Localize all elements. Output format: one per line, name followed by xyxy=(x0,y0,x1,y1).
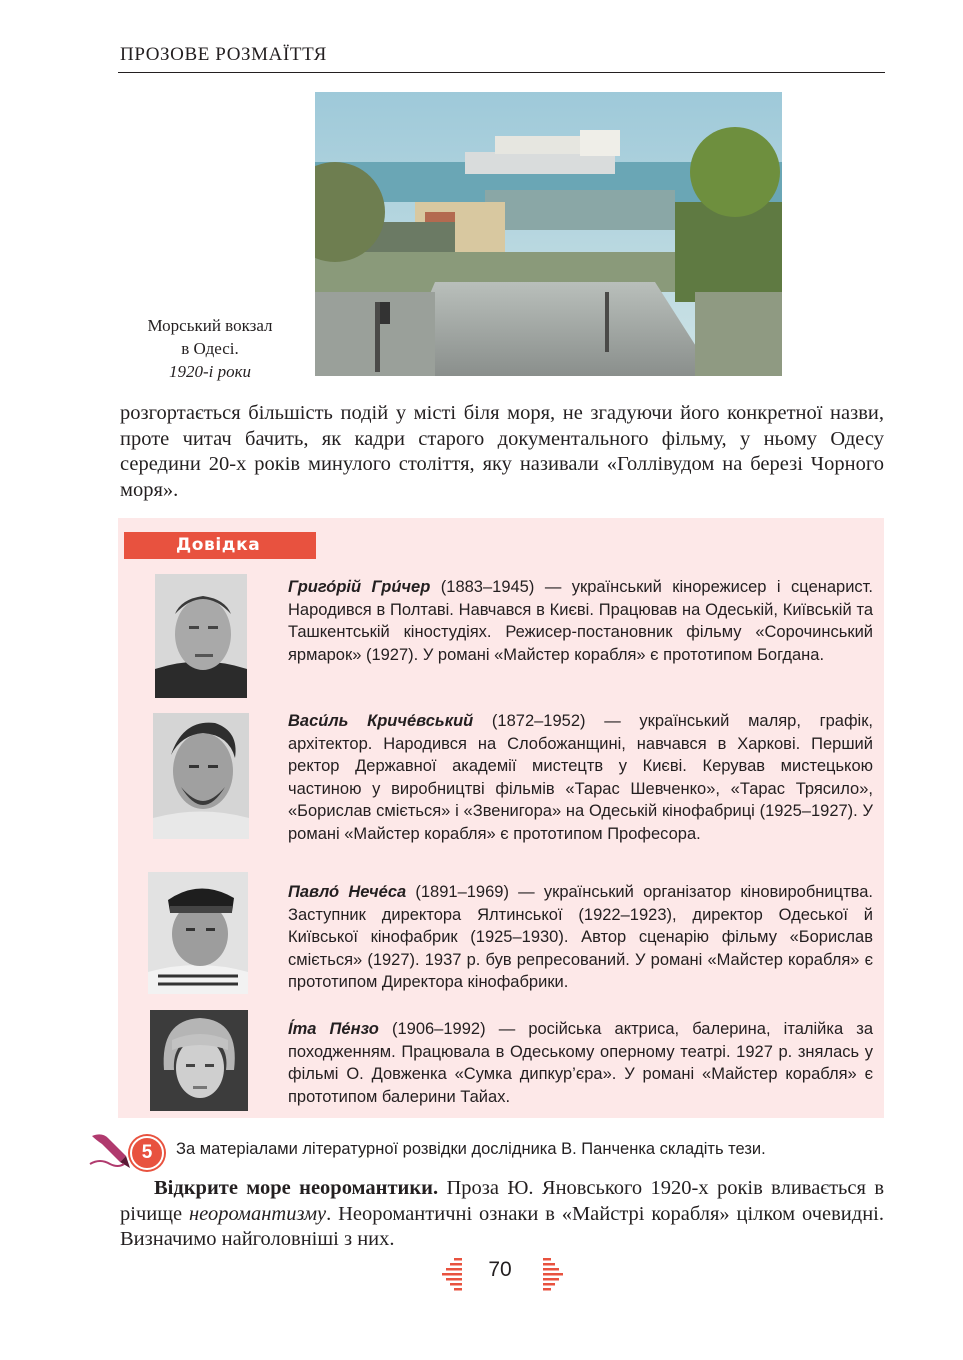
task-number-badge: 5 xyxy=(130,1136,164,1170)
portrait-nechesa xyxy=(148,872,248,994)
striped-arrow-icon xyxy=(440,1256,464,1292)
running-header: ПРОЗОВЕ РОЗМАЇТТЯ xyxy=(120,44,327,65)
bio-entry xyxy=(288,881,873,994)
page-number: 70 xyxy=(488,1258,512,1281)
caption-line: Морський вокзал xyxy=(147,316,273,335)
odesa-sea-station-photo xyxy=(315,92,782,376)
bio-entry xyxy=(288,710,873,845)
person-name: Григо́рій Гри́чер xyxy=(288,578,431,596)
caption-line: в Одесі. xyxy=(181,339,239,358)
body-paragraph: розгортається більшість подій у місті біля моря, не згадуючи його конкретної назви, проте читач бачить, як кадри старого документального фільму, у ньому Одесу середини 20-х років минулого століття, яку називали «Голлівудом на березі Чорного моря». xyxy=(120,402,884,501)
bio-text: (1891–1969) — український організатор кіновиробництва. Заступник директора Ялтинської (1922–1923), директор Одеської й Київської кінофабрик (1925–1930). Автор сценарію фільму «Борислав сміється» (1927). 1937 р. був репресований. У романі «Майстер корабля» є прототипом Директора кінофабрики. xyxy=(288,883,873,991)
task-text: За матеріалами літературної розвідки дослідника В. Панченка складіть тези. xyxy=(176,1140,766,1158)
photo-caption xyxy=(120,314,300,383)
portrait-penzo xyxy=(150,1010,248,1111)
portrait-grychar xyxy=(155,574,247,698)
bio-entry xyxy=(288,1018,873,1108)
person-name: Васи́ль Криче́вський xyxy=(288,712,474,730)
paragraph-text: Проза Ю. Яновського 1920-х років вливається в річище xyxy=(120,1177,884,1225)
bio-text: (1883–1945) — український кінорежисер і сценарист. Народився в Полтаві. Навчався в Києві. Працював на Одеській, Київській та Ташкентській кіностудіях. Режисер-постановник фільму «Сорочинський ярмарок» (1927). У романі «Майстер корабля» є прототипом Богдана. xyxy=(288,578,873,664)
reference-label: Довідка xyxy=(124,532,316,559)
bio-text: (1872–1952) — український маляр, графік, архітектор. Народився на Слобожанщині, навчався в Харкові. Перший ректор Державної академії мистецтв у Києві. Керував мистецькою частиною у виробництві фільмів «Тарас Шевченко», «Тарас Трясило», «Борислав сміється» і «Звенигора» на Одеській кінофабриці (1925–1927). У романі «Майстер корабля» є прототипом Професора. xyxy=(288,712,874,843)
portrait-krychevskyi xyxy=(153,713,249,839)
task-row xyxy=(88,1126,888,1176)
caption-date: 1920-і роки xyxy=(168,362,252,381)
person-name: І́та Пе́нзо xyxy=(288,1020,379,1038)
person-name: Павло́ Нече́са xyxy=(288,883,407,901)
term-italic: неоромантизму xyxy=(188,1202,327,1225)
body-paragraph xyxy=(120,1176,884,1253)
bio-entry xyxy=(288,576,873,666)
section-lead: Відкрите море неоромантики. xyxy=(154,1177,439,1199)
pen-icon xyxy=(88,1128,132,1172)
paragraph-text: . Неоромантичні ознаки в «Майстрі корабля» цілком очевидні. Визначимо найголовніші з них. xyxy=(120,1202,884,1250)
bio-text: (1906–1992) — російська актриса, балерина, італійка за походженням. Працювала в Одеському оперному театрі. 1927 р. знялась у фільмі О. Довженка «Сумка дипкур’єра». У романі «Майстер корабля» є прототипом балерини Тайах. xyxy=(288,1020,874,1106)
header-divider xyxy=(118,72,885,73)
striped-arrow-icon xyxy=(541,1256,565,1292)
